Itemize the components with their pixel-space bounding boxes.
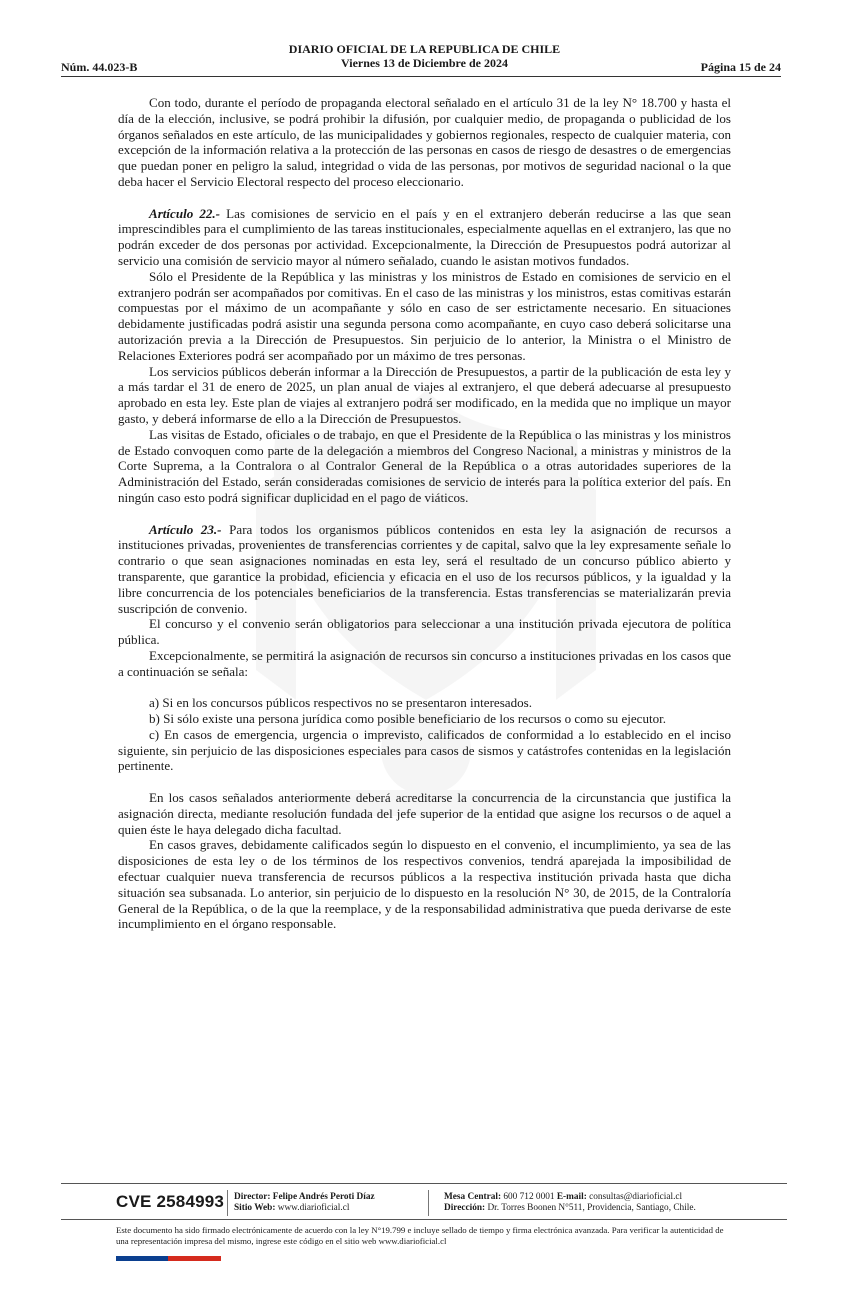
issue-number: Núm. 44.023-B — [61, 60, 138, 74]
footer-divider-bottom — [61, 1219, 787, 1220]
footer-separator — [227, 1190, 228, 1216]
page-header — [0, 0, 849, 80]
list-item-a: a) Si en los concursos públicos respectivos no se presentaron interesados. — [149, 695, 532, 711]
email-label: E-mail: — [556, 1192, 587, 1202]
journal-title: DIARIO OFICIAL DE LA REPUBLICA DE CHILE — [288, 42, 561, 56]
signature-notice: Este documento ha sido firmado electrónicamente de acuerdo con la ley N°19.799 e incluye sellado de tiempo y firma electrónica avanzada. Para verificar la autenticidad de una representación impresa del mismo, ingrese este código en el sitio web www.diarioficial.cl — [116, 1225, 724, 1246]
flag-bar-blue — [116, 1256, 168, 1261]
paragraph: Excepcionalmente, se permitirá la asignación de recursos sin concurso a instituciones privadas en los casos que a continuación se señala: — [118, 647, 731, 679]
website-link[interactable]: www.diarioficial.cl — [275, 1203, 350, 1213]
director-name: Felipe Andrés Peroti Díaz — [270, 1192, 375, 1202]
footer-divider-top — [61, 1183, 787, 1184]
paragraph: Sólo el Presidente de la República y las ministras y los ministros de Estado en comisiones de servicio en el extranjero podrán ser acompañados por comitivas. En el caso de las ministras y los ministros, estas comitivas estarán compuestas por el máximo de un acompañante y sólo en caso de ser estrictamente necesario. En situaciones debidamente justificadas podrá asistir una segunda persona como acompañante, en cuyo caso deberá solicitarse una autorización previa a la Dirección de Presupuestos. Sin perjuicio de lo anterior, la Ministra o el Ministro de Relaciones Exteriores podrá ser acompañado por un máximo de tres personas. — [118, 268, 731, 363]
list-item-b: b) Si sólo existe una persona jurídica como posible beneficiario de los recursos o como su ejecutor. — [149, 711, 667, 727]
article-23-title: Artículo 23.- — [149, 521, 222, 537]
paragraph: Con todo, durante el período de propaganda electoral señalado en el artículo 31 de la ley N° 18.700 y hasta el día de la elección, inclusive, se podrá prohibir la difusión, por cualquier medio, de propaganda o publicidad de los órganos señalados en este artículo, de las municipalidades y gobiernos regionales, respecto de cualquier materia, con excepción de la información relativa a la protección de las personas en casos de riesgo de desastres o de emergencias que puedan poner en peligro la salud, integridad o vida de las personas, por motivos de seguridad nacional o la que deba hacer el Servicio Electoral respecto del proceso eleccionario. — [118, 95, 731, 189]
paragraph: El concurso y el convenio serán obligatorios para seleccionar a una institución privada ejecutora de política pública. — [118, 616, 731, 648]
document-body — [118, 95, 731, 932]
address-label: Dirección: — [444, 1203, 486, 1213]
phone-label: Mesa Central: — [444, 1192, 502, 1202]
publication-date: Viernes 13 de Diciembre de 2024 — [341, 56, 508, 70]
paragraph: En los casos señalados anteriormente deberá acreditarse la concurrencia de la circunstancia que justifica la asignación directa, mediante resolución fundada del jefe superior de la entidad que asigne los recursos o de aquel a quien éste le haya delegado dicha facultad. — [118, 790, 731, 837]
article-22-title: Artículo 22.- — [149, 205, 221, 221]
list-item-c: c) En casos de emergencia, urgencia o imprevisto, calificados de conformidad a lo establecido en el inciso siguiente, sin perjuicio de las disposiciones especiales para casos de sismos y catástrofes contenidas en la legislación pertinente. — [118, 726, 731, 774]
footer-director-block — [234, 1192, 375, 1214]
address-value: Dr. Torres Boonen N°511, Providencia, Santiago, Chile. — [485, 1203, 696, 1213]
article-23-text: Para todos los organismos públicos contenidos en esta ley la asignación de recursos a instituciones privadas, provenientes de transferencias corrientes y de capital, salvo que la ley expresamente señale lo contrario o que sean asignaciones nominadas en esta ley, será el resultado de un concurso público abierto y transparente, que garantice la probidad, eficiencia y eficacia en el uso de los recursos públicos, y la igualdad y la libre concurrencia de los potenciales beneficiarios de la transferencia. Estas transferencias se materializarán previa suscripción de convenio. — [118, 521, 732, 616]
paragraph: En casos graves, debidamente calificados según lo dispuesto en el convenio, el incumplimiento, ya sea de las disposiciones de esta ley o de los términos de los respectivos convenios, tendrá aparejada la imposibilidad de efectuar cualquier nueva transferencia de recursos públicos a la respectiva institución privada hasta que dicha situación sea subsanada. Lo anterior, sin perjuicio de lo dispuesto en la resolución N° 30, de 2015, de la Contraloría General de la República, o de la que la reemplace, y de la responsabilidad administrativa que pueda derivarse de este incumplimiento en el órgano responsable. — [118, 837, 731, 932]
page-number: Página 15 de 24 — [700, 60, 781, 74]
flag-bar-red — [168, 1256, 221, 1261]
paragraph: Los servicios públicos deberán informar a la Dirección de Presupuestos, a partir de la publicación de esta ley y a más tardar el 31 de enero de 2025, un plan anual de viajes al extranjero, el que deberá adecuarse al presupuesto aprobado en esta ley. Este plan de viajes al extranjero podrá ser modificado, en la medida que no implique un mayor gasto, y deberá informarse de ello a la Dirección de Presupuestos. — [118, 363, 731, 426]
footer-separator — [428, 1190, 429, 1216]
paragraph: Las visitas de Estado, oficiales o de trabajo, en que el Presidente de la República o las ministras y los ministros de Estado convoquen como parte de la delegación a miembros del Congreso Nacional, a ministras y ministros de la Corte Suprema, a la Contralora o al Contralor General de la República o a otras autoridades superiores de la Administración del Estado, serán consideradas comisiones de servicio de interés para la política exterior del país. En ningún caso esto podrá significar duplicidad en el pago de viáticos. — [118, 426, 731, 505]
email-link[interactable]: consultas@diarioficial.cl — [586, 1192, 683, 1202]
footer-contact-block — [444, 1192, 696, 1214]
website-label: Sitio Web: — [234, 1203, 276, 1213]
director-label: Director: — [234, 1192, 271, 1202]
cve-code: CVE 2584993 — [116, 1192, 225, 1211]
article-22-text: Las comisiones de servicio en el país y en el extranjero deberán reducirse a las que sean imprescindibles para el cumplimiento de las tareas institucionales, especialmente aquellas en el extranjero, las que no podrán exceder de dos personas por actividad. Excepcionalmente, la Dirección de Presupuestos podrá autorizar al servicio una comisión de servicio mayor al número señalado, cuando le asistan motivos fundados. — [118, 205, 732, 268]
article-22-paragraph — [118, 206, 731, 269]
article-23-paragraph — [118, 522, 731, 617]
phone-value: 600 712 0001 — [501, 1192, 557, 1202]
header-divider — [61, 76, 781, 77]
